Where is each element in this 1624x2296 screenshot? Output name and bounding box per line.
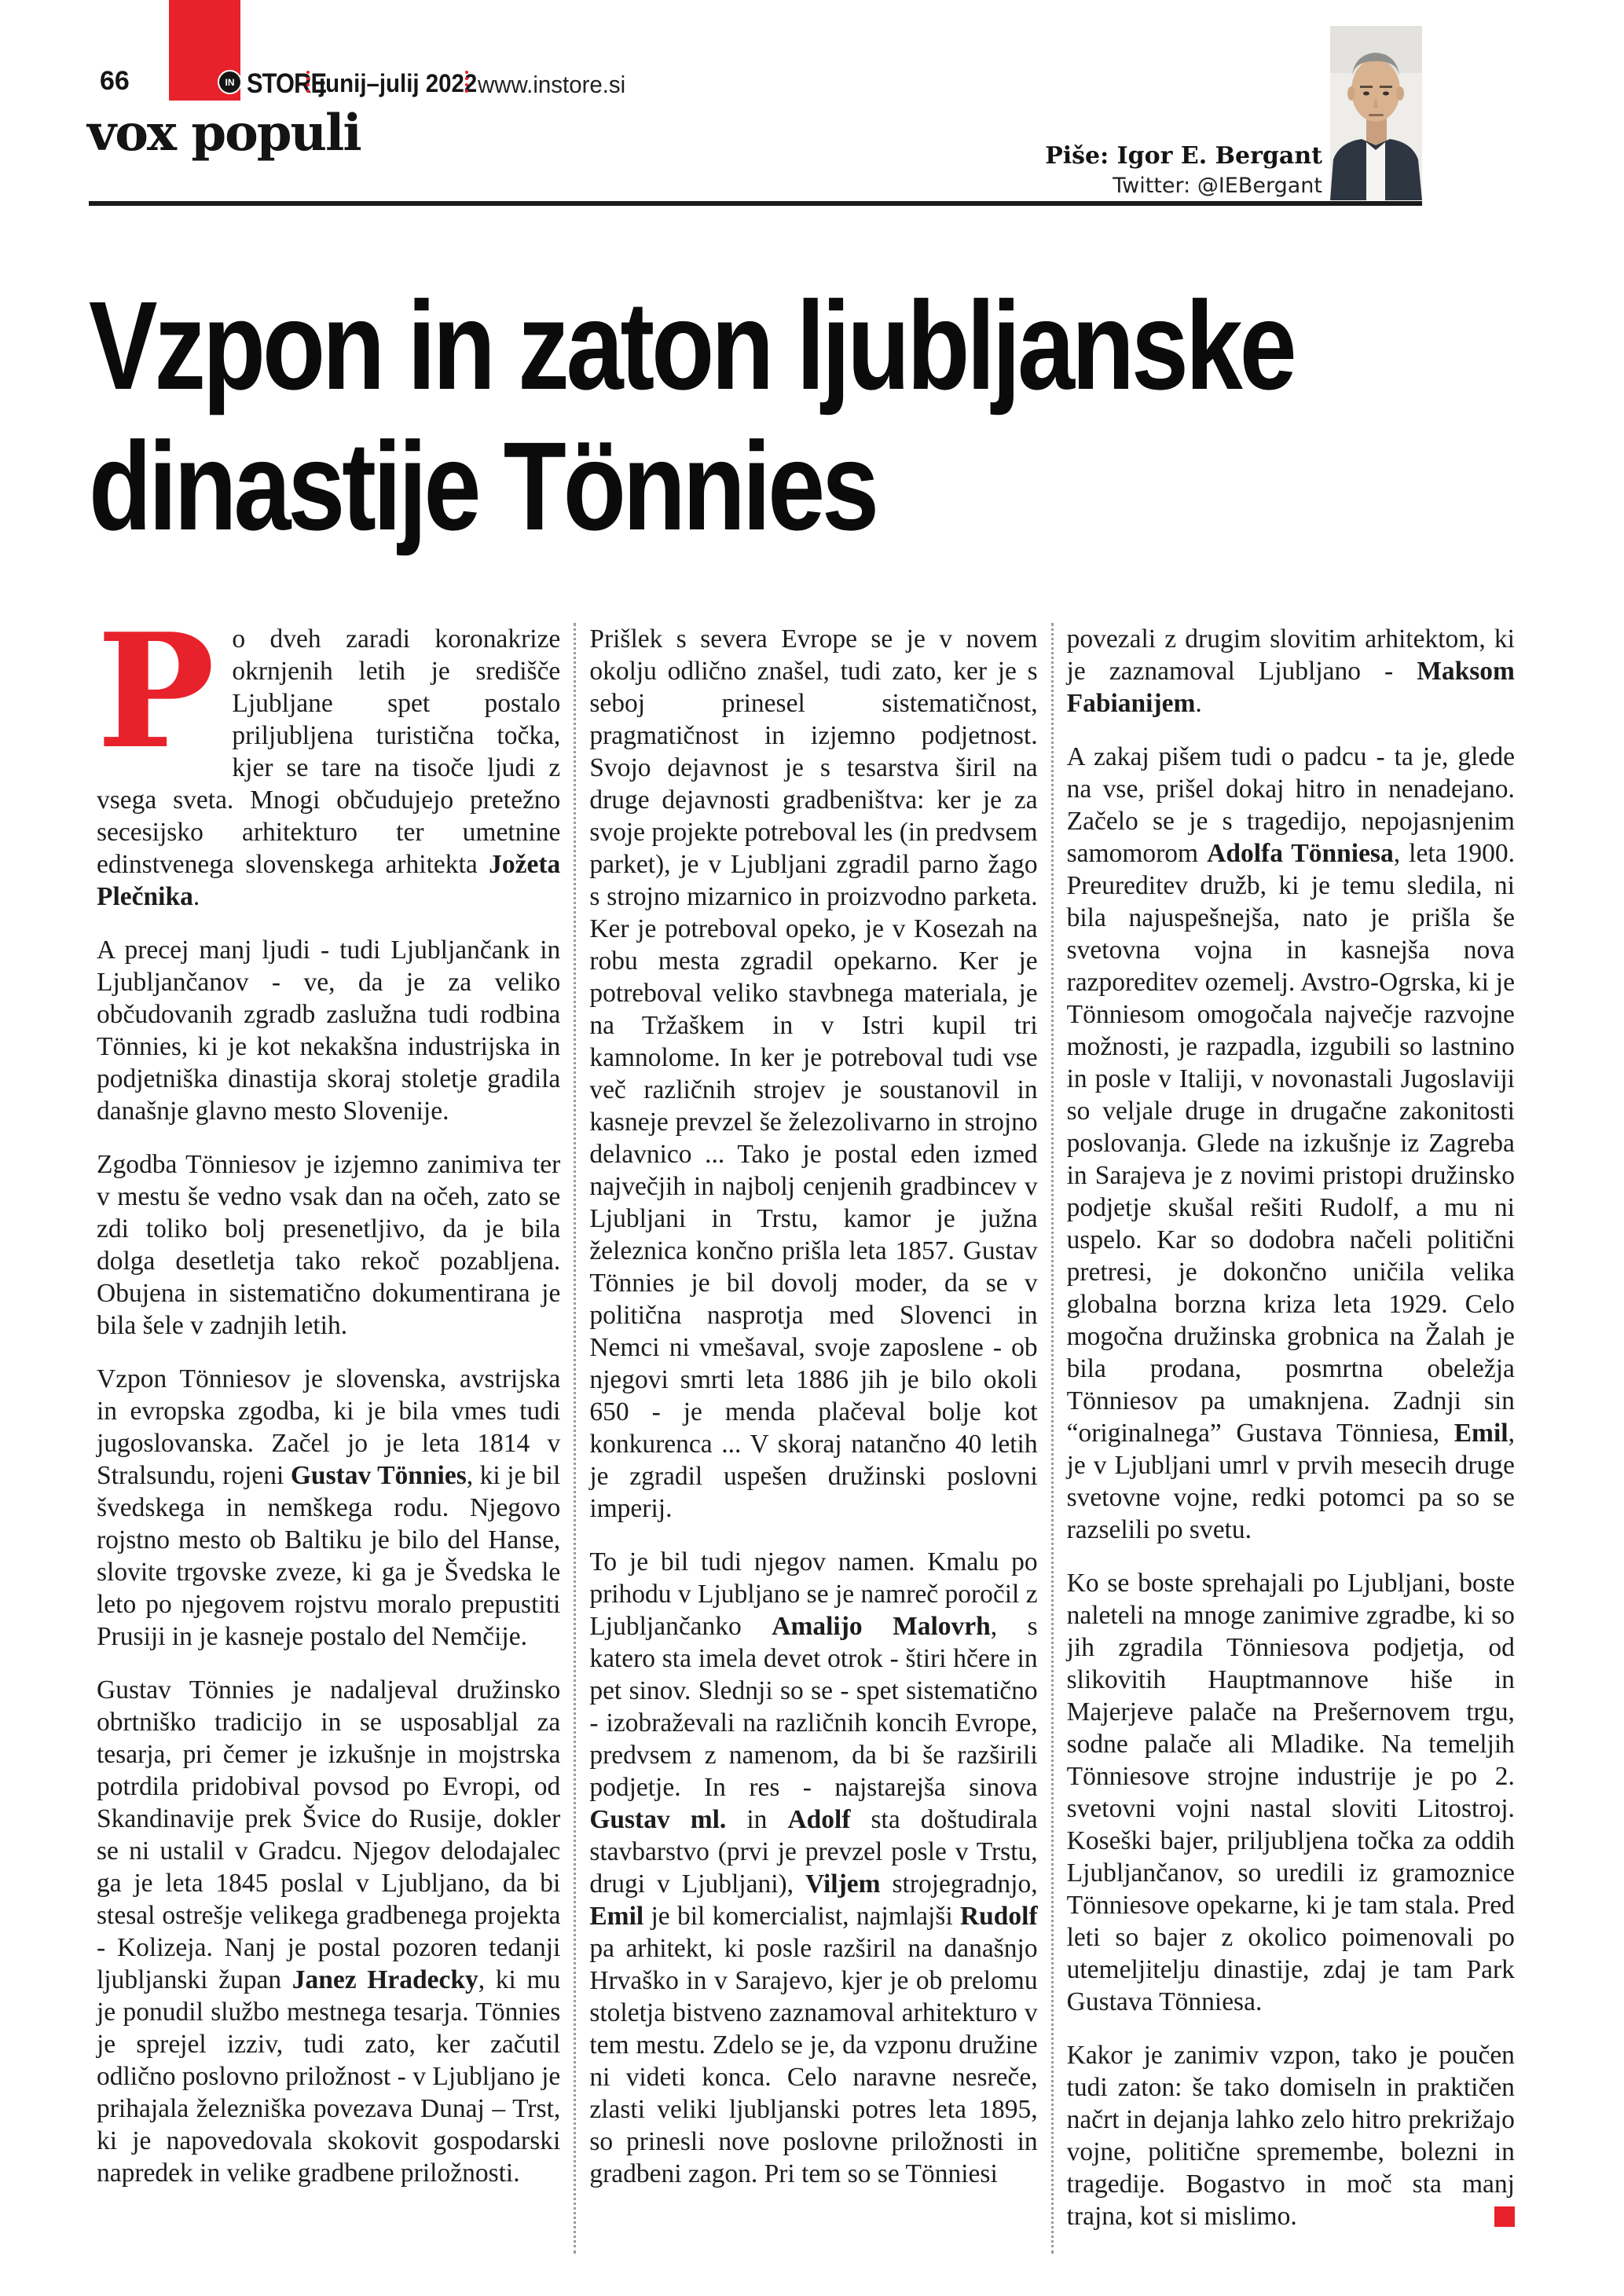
emphasized-name: Janez Hradecky [291,1965,478,1994]
text-run: , je v Ljubljani umrl v prvih mesecih druge svetovne vojne, redki potomci pa so se razselili po svetu. [1066,1419,1515,1544]
text-run: pa arhitekt, ki posle razširil na današnjo Hrvaško in v Sarajevo, kjer je ob prelomu stoletja bistveno zaznamoval arhitekturo v tem mestu. Zdelo se je, da vzponu družine ni videti konca. Celo naravne nesreče, zlasti veliki ljubljanski potres leta 1895, so prinesli nove poslovne priložnosti in gradbeni zagon. Pri tem so se Tönniesi [589,1934,1038,2188]
text-run: , ki je bil švedskega in nemškega rodu. Njegovo rojstno mesto ob Baltiku je bilo del Hanse, slovite trgovske zveze, ki ga je Švedska le leto po njegovem rojstvu moralo prepustiti Prusiji in je kasneje postalo del Nemčije. [97,1461,561,1651]
text-run: Gustav Tönnies je nadaljeval družinsko obrtniško tradicijo in se usposabljal za tesarja, pri čemer je izkušnje in mojstrska potrdila pridobival povsod po Evropi, od Skandinavije prek Švice do Rusije, dokler se ni ustalil v Gradcu. Njegov delodajalec ga je leta 1845 poslal v Ljubljano, da bi stesal ostrešje velikega gradbenega projekta - Kolizeja. Nanj je postal pozoren tedanji ljubljanski župan [97,1675,561,1994]
emphasized-name: Maksom Fabianijem [1066,657,1515,718]
paragraph [97,1674,560,2189]
text-run: Kakor je zanimiv vzpon, tako je poučen tudi zaton: še tako domiseln in praktičen načrt in dejanja lahko zelo hitro prekrižajo vojne, politične spremembe, bolezni in tragedije. Bogastvo in moč sta manj trajna, kot si mislimo. [1066,2041,1515,2231]
text-run: je bil komercialist, najmlajši [643,1902,960,1931]
article-column-2 [574,623,1050,2254]
emphasized-name: Viljem [805,1869,881,1899]
text-run: Zgodba Tönniesov je izjemno zanimiva ter v mestu še vedno vsak dan na očeh, zato se zdi toliko bolj presenetljivo, da je bila dolga desetletja tako rekoč pozabljena. Obujena in sistematično dokumentirana je bila šele v zadnjih letih. [97,1150,561,1340]
article-body [97,599,1528,2254]
emphasized-name: Adolfa Tönniesa [1207,839,1394,868]
author-photo [1330,26,1422,200]
emphasized-name: Gustav ml. [589,1805,727,1834]
paragraph [97,1363,560,1653]
section-title: vox populi [87,104,361,163]
text-run: , leta 1900. Preureditev družb, ki je temu sledila, ni bila najuspešnejša, nato je prišla še svetovna vojna in kasnejša nova razporeditev ozemelj. Avstro-Ogrska, ki je Tönniesom omogočala največje razvojne možnosti, je razpadla, izgubili so lastnino in posle v Italiji, v novonastali Jugoslaviji so veljale druge in drugačne zakonitosti poslovanja. Glede na izkušnje iz Zagreba in Sarajeva je z novimi pristopi družinsko podjetje skušal rešiti Rudolf, a mu ni uspelo. Kar so dodobra načeli politični pretresi, je dokončno uničila velika globalna borzna kriza leta 1929. Celo mogočna družinska grobnica na Žalah je bila prodana, posmrtna obeležja Tönniesov pa umaknjena. Zadnji sin “originalnega” Gustava Tönniesa, [1066,839,1515,1448]
instore-logo-icon: IN [218,70,242,94]
emphasized-name: Gustav Tönnies [290,1461,467,1490]
paragraph [589,623,1037,1525]
text-run: Vzpon Tönniesov je slovenska, avstrijska in evropska zgodba, ki je bila vmes tudi jugoslovanska. Začel jo je leta 1814 v Stralsundu, rojeni [97,1364,561,1490]
header-dot-separator [465,71,468,93]
paragraph [97,1148,560,1342]
header-rule [89,201,1422,206]
text-run: , ki mu je ponudil službo mestnega tesarja. Tönnies je sprejel izziv, tudi zato, ker začutil odlično poslovno priložnost - v Ljubljano je prihajala železniška povezava Dunaj – Trst, ki je napovedovala skokovit gospodarski napredek in velike gradbene priložnosti. [97,1965,561,2188]
text-run: o dveh zaradi koronakrize okrnjenih letih je središče Ljubljane spet postalo priljubljena turistična točka, kjer se tare na tisoče ljudi z vsega sveta. Mnogi občudujejo pretežno secesijsko arhitekturo ter umetnine edinstvenega slovenskega arhitekta [97,624,561,879]
text-run: povezali z drugim slovitim arhitektom, ki je zaznamoval Ljubljano - [1066,624,1515,686]
drop-cap: P [97,599,215,784]
author-block [1045,143,1322,198]
text-run: strojegradnjo, [880,1869,1038,1899]
emphasized-name: Emil [1454,1419,1509,1448]
paragraph [1067,2039,1515,2232]
text-run: Prišlek s severa Evrope se je v novem okolju odlično znašel, tudi zato, ker je s seboj prinesel sistematičnost, pragmatičnost in izjemno podjetnost. Svojo dejavnost je s tesarstva širil na druge dejavnosti gradbeništva: ker je za svoje projekte potreboval les (in predvsem parket), je v Ljubljani zgradil parno žago s strojno mizarnico in proizvodno parketa. Ker je potreboval opeko, je v Kosezah na robu mesta zgradil opekarno. Ker je potreboval veliko stavbnega materiala, je na Tržaškem in v Istri kupil tri kamnolome. In ker je potreboval tudi vse več različnih strojev je soustanovil in kasneje prevzel še železolivarno in strojno delavnico ... Tako je postal eden izmed največjih in najbolj cenjenih gradbincev v Ljubljani in Trstu, kamor je južna železnica končno prišla leta 1857. Gustav Tönnies je bil dovolj moder, da se v politična nasprotja med Slovenci in Nemci ni vmešaval, svoje zaposlene - ob njegovi smrti leta 1886 jih je bilo okoli 650 - je menda plačeval bolje kot konkurenca ... V skoraj natančno 40 letih je zgradil uspešen družinski poslovni imperij. [589,624,1038,1523]
text-run: in [726,1805,788,1834]
emphasized-name: Rudolf [959,1902,1038,1931]
issue-date: junij–julij 2022 [319,69,478,97]
paragraph [1067,1567,1515,2018]
article-column-3 [1051,623,1528,2254]
twitter-handle: Twitter: @IEBergant [1113,174,1322,198]
emphasized-name: Amalijo Malovrh [772,1612,991,1641]
text-run: , s katero sta imela devet otrok - štiri hčere in pet sinov. Slednji so se - spet sistematično - izobraževali na različnih koncih Evrope, predvsem z namenom, da bi še razširili podjetje. In res - najstarejša sinova [589,1612,1038,1802]
byline: Piše: Igor E. Bergant [1045,142,1322,170]
text-run: A precej manj ljudi - tudi Ljubljančank in Ljubljančanov - ve, da je za veliko občudovanih zgradb zaslužna tudi rodbina Tönnies, ki je kot nekakšna industrijska in podjetniška dinastija skoraj stoletje gradila današnje glavno mesto Slovenije. [97,936,561,1126]
header-dot-separator [306,71,310,93]
paragraph [97,599,561,913]
paragraph [97,934,560,1127]
paragraph [1067,741,1515,1546]
website-url: www.instore.si [478,71,626,98]
paragraph [1067,623,1515,720]
page-number: 66 [100,66,130,96]
text-run: . [192,882,200,911]
text-run: To je bil tudi njegov namen. Kmalu po prihodu v Ljubljano se je namreč poročil z Ljubljančanko [589,1547,1038,1641]
headline-line-1: Vzpon in zaton ljubljanske [89,275,1294,416]
text-run: sta doštudirala stavbarstvo (prvi je prevzel posle v Trstu, drugi v Ljubljani), [589,1805,1038,1899]
emphasized-name: Jožeta Plečnika [97,850,561,911]
headline-line-2: dinastije Tönnies [89,416,876,557]
article-headline [89,275,1294,556]
text-run: Ko se boste sprehajali po Ljubljani, boste naleteli na mnoge zanimive zgradbe, ki so jih zgradila Tönniesova podjetja, od slikovitih Hauptmannove hiše in Majerjeve palače na Prešernovem trgu, sodne palače ali Mladike. Na temeljih Tönniesove strojne industrije je po 2. svetovni vojni nastal sloviti Litostroj. Koseški bajer, priljubljena točka za oddih Ljubljančanov, so uredili iz gramoznice Tönniesove opekarne, ki je tam stala. Pred leti so bajer z okolico poimenovali po utemeljitelju dinastije, zdaj je tam Park Gustava Tönniesa. [1066,1569,1515,2016]
text-run: . [1195,689,1202,718]
store-logo-label: STORE [247,68,327,99]
emphasized-name: Emil [589,1902,644,1931]
paragraph [589,1546,1037,2190]
end-mark [1494,2206,1515,2227]
emphasized-name: Adolf [787,1805,851,1834]
article-column-1 [97,599,574,2254]
text-run: A zakaj pišem tudi o padcu - ta je, glede na vse, prišel dokaj hitro in nenadejano. Začelo se je s tragedijo, nepojasnjenim samomorom [1066,742,1515,868]
